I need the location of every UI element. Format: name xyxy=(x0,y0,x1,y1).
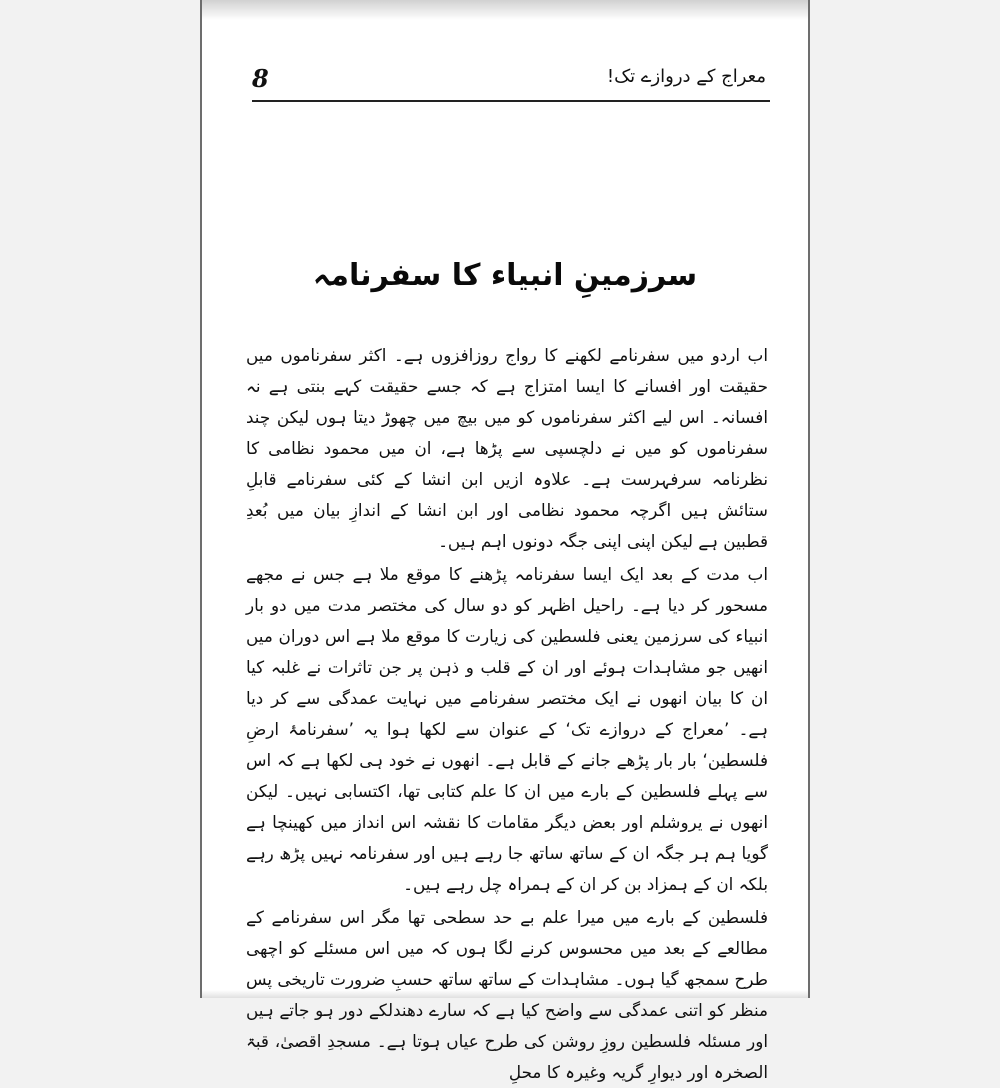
paragraph-3: فلسطین کے بارے میں میرا علم بے حد سطحی تھا مگر اس سفرنامے کے مطالعے کے بعد میں محسوس کرنے لگا ہوں کہ میں اس مسئلے کو اچھی طرح سمجھ گیا ہوں۔ مشاہدات کے ساتھ ساتھ حسبِ ضرورت تاریخی پس منظر کو اتنی عمدگی سے واضح کیا ہے کہ سارے دھندلکے دور ہو جاتے ہیں اور مسئلہ فلسطین روزِ روشن کی طرح عیاں ہوتا ہے۔ مسجدِ اقصیٰ، قبۃ الصخرہ اور دیوارِ گریہ وغیرہ کا محلِ xyxy=(246,907,768,1082)
page-header xyxy=(232,60,778,104)
paragraph-2: اب مدت کے بعد ایک ایسا سفرنامہ پڑھنے کا موقع ملا ہے جس نے مجھے مسحور کر دیا ہے۔ راحیل اظہر کو دو سال کی مختصر مدت میں دو بار انبیاء کی سرزمین یعنی فلسطین کی زیارت کا موقع ملا ہے اس دوران میں انھیں جو مشاہدات ہوئے اور ان کے قلب و ذہن پر جن تاثرات نے غلبہ کیا ان کا بیان انھوں نے ایک مختصر سفرنامے میں نہایت عمدگی سے کر دیا ہے۔ ’معراج کے دروازے تک‘ کے عنوان سے لکھا ہوا یہ ’سفرنامۂ ارضِ فلسطین‘ بار بار پڑھے جانے کے قابل ہے۔ انھوں نے خود ہی لکھا ہے کہ اس سے پہلے فلسطین کے بارے میں ان کا علم کتابی تھا، اکتسابی نہیں۔ لیکن انھوں نے یروشلم اور بعض دیگر مقامات کا نقشہ اس انداز میں کھینچا ہے گویا ہم ہر جگہ ان کے ساتھ ساتھ جا رہے ہیں اور سفرنامہ نہیں پڑھ رہے بلکہ ان کے ہمزاد بن کر ان کے ہمراہ چل رہے ہیں۔ xyxy=(246,564,768,894)
paragraph-1: اب اردو میں سفرنامے لکھنے کا رواج روزافزوں ہے۔ اکثر سفرناموں میں حقیقت اور افسانے کا ایسا امتزاج ہے کہ جسے حقیقت کہے بنتی ہے نہ افسانہ۔ اس لیے اکثر سفرناموں کو میں بیچ میں چھوڑ دیتا ہوں لیکن چند سفرناموں کو میں نے دلچسپی سے پڑھا ہے، ان میں محمود نظامی کا نظرنامہ سرفہرست ہے۔ علاوہ ازیں ابن انشا کے کئی سفرنامے قابلِ ستائش ہیں اگرچہ محمود نظامی اور ابن انشا کے اندازِ بیان میں بُعدِ قطبین ہے لیکن اپنی اپنی جگہ دونوں اہم ہیں۔ xyxy=(246,345,768,551)
body-text xyxy=(246,340,768,1088)
running-title: معراج کے دروازے تک! xyxy=(606,66,766,87)
page-bottom-shadow xyxy=(202,990,808,998)
header-rule xyxy=(252,100,770,102)
page-number: 8 xyxy=(252,64,269,93)
chapter-title: سرزمینِ انبیاء کا سفرنامہ xyxy=(312,258,698,293)
book-page xyxy=(200,0,810,1082)
page-top-shadow xyxy=(202,0,808,20)
